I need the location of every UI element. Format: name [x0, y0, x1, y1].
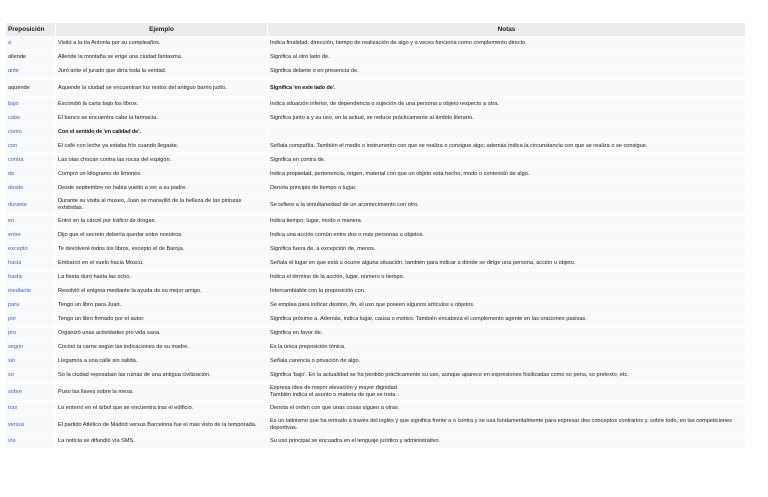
- preposition-cell[interactable]: por: [6, 313, 55, 326]
- example-cell: Durante su visita al museo, Juan se maravilló de la belleza de las pinturas exhibidas.: [56, 196, 267, 214]
- notes-cell: Indica tiempo, lugar, modo o manera.: [268, 215, 745, 228]
- preposition-cell[interactable]: excepto: [6, 243, 55, 256]
- preposition-cell[interactable]: hasta: [6, 271, 55, 284]
- notes-cell: Significa en contra de.: [268, 154, 745, 167]
- prepositions-table: [5, 22, 746, 449]
- table-row: [6, 154, 745, 167]
- notes-line: Expresa idea de mayor elevación y mayor dignidad.: [270, 385, 399, 392]
- notes-cell: Es un latinismo que ha entrado a través del inglés y que significa frente a o contra y se usa fundamentalmente para expresar dos conceptos contrarios y, sobre todo, en las competiciones deportivas.: [268, 416, 745, 434]
- table-row: [6, 435, 745, 448]
- example-cell: Juró ante el jurado que diría toda la verdad.: [56, 65, 267, 78]
- example-cell: Puso las llaves sobre la mesa.: [56, 383, 267, 401]
- preposition-cell[interactable]: como: [6, 126, 55, 139]
- example-cell: Con el sentido de 'en calidad de'.: [56, 126, 267, 139]
- notes-cell: Indica una acción común entre dos o más personas u objetos.: [268, 229, 745, 242]
- notes-cell: Significa 'bajo'. En la actualidad se ha perdido prácticamente su uso, aunque aparece en expresiones fosilizadas como so pena, so pretexto, etc.: [268, 369, 745, 382]
- notes-cell: Indica propiedad, pertenencia, origen, material con que un objeto está hecho, modo o contenido de algo.: [268, 168, 745, 181]
- table-row: [6, 215, 745, 228]
- preposition-cell[interactable]: contra: [6, 154, 55, 167]
- table-row: [6, 168, 745, 181]
- notes-cell: Significa al otro lado de.: [268, 51, 745, 64]
- table-row: [6, 126, 745, 139]
- example-cell: Te devolveré todos los libros, excepto el de Baroja.: [56, 243, 267, 256]
- example-cell: Organizó unas actividades pro vida sana.: [56, 327, 267, 340]
- notes-cell: Se refiere a la simultaneidad de un acontecimiento con otro.: [268, 196, 745, 214]
- example-cell: La noticia se difundió vía SMS.: [56, 435, 267, 448]
- example-cell: Allende la montaña se erige una ciudad fantasma.: [56, 51, 267, 64]
- preposition-cell[interactable]: so: [6, 369, 55, 382]
- example-cell: Resolvió el enigma mediante la ayuda de su mejor amigo.: [56, 285, 267, 298]
- example-cell: La fiesta duró hasta las ocho.: [56, 271, 267, 284]
- example-cell: Visitó a la tía Antonia por su cumpleaños.: [56, 37, 267, 50]
- example-cell: Lo enterró en el árbol que se encuentra tras el edificio.: [56, 402, 267, 415]
- notes-cell: Es la única preposición tónica.: [268, 341, 745, 354]
- preposition-cell: allende: [6, 51, 55, 64]
- preposition-cell[interactable]: tras: [6, 402, 55, 415]
- notes-cell: Indica el término de la acción, lugar, número o tiempo.: [268, 271, 745, 284]
- notes-cell: [268, 126, 745, 139]
- notes-cell: Señala compañía. También el medio o instrumento con que se realiza o consigue algo; además indica la circunstancia con que se realiza o se consigue.: [268, 140, 745, 153]
- example-cell: Desde septiembre no había vuelto a ver a su padre.: [56, 182, 267, 195]
- notes-cell: Señala el lugar en que está u ocurre alguna situación, también para indicar a dónde se dirige una persona, acción u objeto.: [268, 257, 745, 270]
- example-cell: Compró un kilogramo de limones.: [56, 168, 267, 181]
- notes-cell: Su uso principal se encuadra en el lenguaje jurídico y administrativo.: [268, 435, 745, 448]
- preposition-cell[interactable]: según: [6, 341, 55, 354]
- preposition-cell[interactable]: cabe: [6, 112, 55, 125]
- header-preposicion[interactable]: Preposición: [6, 23, 55, 36]
- preposition-cell[interactable]: hacia: [6, 257, 55, 270]
- notes-cell: Denota el orden con que unas cosas siguen a otras.: [268, 402, 745, 415]
- table-row: [6, 79, 745, 97]
- preposition-cell[interactable]: para: [6, 299, 55, 312]
- preposition-cell[interactable]: versus: [6, 416, 55, 434]
- table-row: [6, 285, 745, 298]
- preposition-cell[interactable]: pro: [6, 327, 55, 340]
- table-row: [6, 229, 745, 242]
- notes-cell: Intercambiable con la preposición con.: [268, 285, 745, 298]
- preposition-cell[interactable]: bajo: [6, 98, 55, 111]
- notes-cell: [268, 383, 745, 401]
- table-row: [6, 299, 745, 312]
- table-row: [6, 402, 745, 415]
- preposition-cell[interactable]: de: [6, 168, 55, 181]
- example-cell: El partido Atlético de Madrid versus Barcelona fue el más visto de la temporada.: [56, 416, 267, 434]
- example-cell: Tengo un libro firmado por el autor.: [56, 313, 267, 326]
- table-row: [6, 112, 745, 125]
- header-ejemplo[interactable]: Ejemplo: [56, 23, 267, 36]
- preposition-cell[interactable]: sobre: [6, 383, 55, 401]
- table-row: [6, 271, 745, 284]
- table-row: [6, 313, 745, 326]
- notes-cell: Denota principio de tiempo o lugar.: [268, 182, 745, 195]
- table-row: [6, 65, 745, 78]
- table-row: [6, 182, 745, 195]
- table-row: [6, 327, 745, 340]
- example-cell: Escondió la carta bajo los libros.: [56, 98, 267, 111]
- table-body: [6, 37, 745, 448]
- example-cell: Aquende la ciudad se encuentran los restos del antiguo barrio judío.: [56, 79, 267, 97]
- example-cell: So la ciudad reposaban las ruinas de una antigua civilización.: [56, 369, 267, 382]
- preposition-cell[interactable]: entre: [6, 229, 55, 242]
- header-notas[interactable]: Notas: [268, 23, 745, 36]
- preposition-cell[interactable]: vía: [6, 435, 55, 448]
- table-row: [6, 383, 745, 401]
- notes-cell: Significa delante o en presencia de.: [268, 65, 745, 78]
- table-row: [6, 37, 745, 50]
- example-cell: Dijo que el secreto debería quedar entre nosotros.: [56, 229, 267, 242]
- notes-cell: Se emplea para indicar destino, fin, el uso que poseen algunos artículos u objetos.: [268, 299, 745, 312]
- preposition-cell[interactable]: ante: [6, 65, 55, 78]
- example-cell: Tengo un libro para Juan.: [56, 299, 267, 312]
- preposition-cell[interactable]: a: [6, 37, 55, 50]
- table-row: [6, 196, 745, 214]
- table-row: [6, 243, 745, 256]
- example-cell: El café con leche ya estaba frío cuando llegaste.: [56, 140, 267, 153]
- preposition-cell: aquende: [6, 79, 55, 97]
- notes-cell: Significa junto a y su uso, en la actual, se reduce prácticamente al ámbito literario.: [268, 112, 745, 125]
- preposition-cell[interactable]: en: [6, 215, 55, 228]
- preposition-cell[interactable]: sin: [6, 355, 55, 368]
- notes-line: También indica el asunto o materia de que se trata.: [270, 392, 397, 398]
- preposition-cell[interactable]: durante: [6, 196, 55, 214]
- table-row: [6, 51, 745, 64]
- example-cell: Llegamos a una calle sin salida.: [56, 355, 267, 368]
- example-cell: Entró en la cárcel por tráfico de drogas.: [56, 215, 267, 228]
- notes-cell: Significa próximo a. Además, indica lugar, causa o motivo. También encabeza el complemento agente en las oraciones pasivas.: [268, 313, 745, 326]
- notes-cell: Significa fuera de, a excepción de, menos.: [268, 243, 745, 256]
- preposition-cell[interactable]: con: [6, 140, 55, 153]
- preposition-cell[interactable]: desde: [6, 182, 55, 195]
- example-cell: El banco se encuentra cabe la farmacia.: [56, 112, 267, 125]
- example-cell: Embarcó en el vuelo hacia Moscú.: [56, 257, 267, 270]
- notes-cell: Indica situación inferior, de dependencia o sujeción de una persona u objeto respecto a otra.: [268, 98, 745, 111]
- notes-cell: Señala carencia o privación de algo.: [268, 355, 745, 368]
- table-row: [6, 369, 745, 382]
- table-row: [6, 98, 745, 111]
- notes-cell: Significa 'en este lado de'.: [268, 79, 745, 97]
- table-row: [6, 341, 745, 354]
- table-row: [6, 355, 745, 368]
- preposition-cell[interactable]: mediante: [6, 285, 55, 298]
- table-header-row: [6, 23, 745, 36]
- example-cell: Las olas chocan contra las rocas del espigón.: [56, 154, 267, 167]
- notes-cell: Indica finalidad, dirección, tiempo de realización de algo y a veces funciona como complemento directo.: [268, 37, 745, 50]
- table-row: [6, 416, 745, 434]
- table-row: [6, 140, 745, 153]
- prepositions-table-container: [5, 22, 746, 449]
- notes-cell: Significa en favor de.: [268, 327, 745, 340]
- example-cell: Cocinó la carne según las indicaciones de su madre.: [56, 341, 267, 354]
- table-row: [6, 257, 745, 270]
